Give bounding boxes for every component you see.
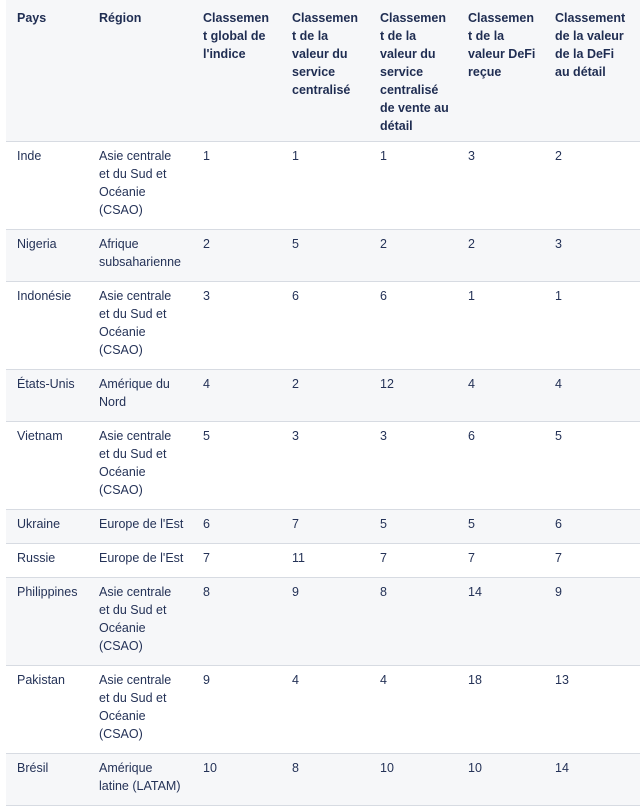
cell-region: Europe de l'Est bbox=[99, 517, 184, 531]
header-retail-centralized-rank: Classement de la valeur du service centralisé de vente au détail bbox=[380, 11, 449, 133]
cell-pays: Ukraine bbox=[17, 517, 61, 531]
table-header bbox=[6, 0, 640, 142]
cell-retail-centralized-rank: 2 bbox=[380, 237, 387, 251]
table-row bbox=[6, 754, 640, 806]
cell-defi-rank: 18 bbox=[468, 673, 482, 687]
table-body bbox=[6, 142, 640, 806]
cell-defi-rank: 10 bbox=[468, 761, 482, 775]
cell-retail-defi-rank: 5 bbox=[555, 429, 562, 443]
header-centralized-rank: Classement de la valeur du service centralisé bbox=[292, 11, 359, 97]
table-row bbox=[6, 370, 640, 422]
cell-region: Amérique du Nord bbox=[99, 377, 170, 409]
cell-retail-centralized-rank: 6 bbox=[380, 289, 387, 303]
cell-defi-rank: 1 bbox=[468, 289, 475, 303]
cell-retail-centralized-rank: 8 bbox=[380, 585, 387, 599]
cell-pays: États-Unis bbox=[17, 377, 75, 391]
cell-region: Amérique latine (LATAM) bbox=[99, 761, 181, 793]
cell-centralized-rank: 5 bbox=[292, 237, 299, 251]
cell-centralized-rank: 2 bbox=[292, 377, 299, 391]
cell-retail-centralized-rank: 5 bbox=[380, 517, 387, 531]
table-row bbox=[6, 230, 640, 282]
cell-region: Europe de l'Est bbox=[99, 551, 184, 565]
cell-retail-centralized-rank: 12 bbox=[380, 377, 394, 391]
cell-centralized-rank: 8 bbox=[292, 761, 299, 775]
cell-centralized-rank: 11 bbox=[292, 551, 305, 565]
cell-pays: Pakistan bbox=[17, 673, 65, 687]
cell-defi-rank: 6 bbox=[468, 429, 475, 443]
cell-centralized-rank: 6 bbox=[292, 289, 299, 303]
cell-retail-defi-rank: 2 bbox=[555, 149, 562, 163]
cell-pays: Russie bbox=[17, 551, 56, 565]
cell-global-rank: 1 bbox=[203, 149, 210, 163]
table-row bbox=[6, 544, 640, 578]
table-row bbox=[6, 422, 640, 510]
cell-global-rank: 7 bbox=[203, 551, 210, 565]
cell-region: Asie centrale et du Sud et Océanie (CSAO) bbox=[99, 429, 172, 497]
ranking-table bbox=[6, 0, 640, 806]
cell-global-rank: 2 bbox=[203, 237, 210, 251]
cell-retail-centralized-rank: 10 bbox=[380, 761, 394, 775]
cell-region: Asie centrale et du Sud et Océanie (CSAO) bbox=[99, 289, 172, 357]
cell-centralized-rank: 4 bbox=[292, 673, 299, 687]
table-row bbox=[6, 282, 640, 370]
cell-retail-defi-rank: 3 bbox=[555, 237, 562, 251]
cell-retail-defi-rank: 6 bbox=[555, 517, 562, 531]
cell-pays: Vietnam bbox=[17, 429, 63, 443]
cell-pays: Inde bbox=[17, 149, 42, 163]
cell-global-rank: 4 bbox=[203, 377, 210, 391]
cell-global-rank: 6 bbox=[203, 517, 210, 531]
header-region: Région bbox=[99, 11, 142, 25]
cell-centralized-rank: 3 bbox=[292, 429, 299, 443]
cell-global-rank: 9 bbox=[203, 673, 210, 687]
table-row bbox=[6, 578, 640, 666]
cell-retail-centralized-rank: 7 bbox=[380, 551, 387, 565]
cell-retail-defi-rank: 1 bbox=[555, 289, 562, 303]
table-row bbox=[6, 666, 640, 754]
cell-retail-centralized-rank: 4 bbox=[380, 673, 387, 687]
cell-retail-defi-rank: 4 bbox=[555, 377, 562, 391]
cell-defi-rank: 7 bbox=[468, 551, 475, 565]
cell-global-rank: 8 bbox=[203, 585, 210, 599]
cell-pays: Indonésie bbox=[17, 289, 72, 303]
cell-retail-centralized-rank: 1 bbox=[380, 149, 387, 163]
cell-defi-rank: 5 bbox=[468, 517, 475, 531]
cell-centralized-rank: 9 bbox=[292, 585, 299, 599]
table-row bbox=[6, 142, 640, 230]
cell-global-rank: 10 bbox=[203, 761, 217, 775]
cell-region: Asie centrale et du Sud et Océanie (CSAO) bbox=[99, 673, 172, 741]
cell-region: Afrique subsaharienne bbox=[99, 237, 182, 269]
cell-retail-defi-rank: 9 bbox=[555, 585, 562, 599]
cell-centralized-rank: 7 bbox=[292, 517, 299, 531]
cell-global-rank: 3 bbox=[203, 289, 210, 303]
cell-retail-defi-rank: 13 bbox=[555, 673, 569, 687]
cell-region: Asie centrale et du Sud et Océanie (CSAO) bbox=[99, 585, 172, 653]
cell-defi-rank: 3 bbox=[468, 149, 475, 163]
cell-retail-centralized-rank: 3 bbox=[380, 429, 387, 443]
cell-retail-defi-rank: 14 bbox=[555, 761, 569, 775]
cell-defi-rank: 4 bbox=[468, 377, 475, 391]
header-pays: Pays bbox=[17, 11, 47, 25]
cell-global-rank: 5 bbox=[203, 429, 210, 443]
table-row bbox=[6, 510, 640, 544]
header-row bbox=[6, 0, 640, 142]
cell-retail-defi-rank: 7 bbox=[555, 551, 562, 565]
cell-defi-rank: 2 bbox=[468, 237, 475, 251]
ranking-table-container bbox=[6, 0, 640, 806]
header-retail-defi-rank: Classement de la valeur de la DeFi au détail bbox=[555, 11, 626, 79]
cell-centralized-rank: 1 bbox=[292, 149, 299, 163]
cell-defi-rank: 14 bbox=[468, 585, 482, 599]
cell-pays: Philippines bbox=[17, 585, 78, 599]
cell-region: Asie centrale et du Sud et Océanie (CSAO) bbox=[99, 149, 172, 217]
cell-pays: Brésil bbox=[17, 761, 49, 775]
header-defi-rank: Classement de la valeur DeFi reçue bbox=[468, 11, 536, 79]
cell-pays: Nigeria bbox=[17, 237, 57, 251]
header-global-rank: Classement global de l'indice bbox=[203, 11, 270, 61]
